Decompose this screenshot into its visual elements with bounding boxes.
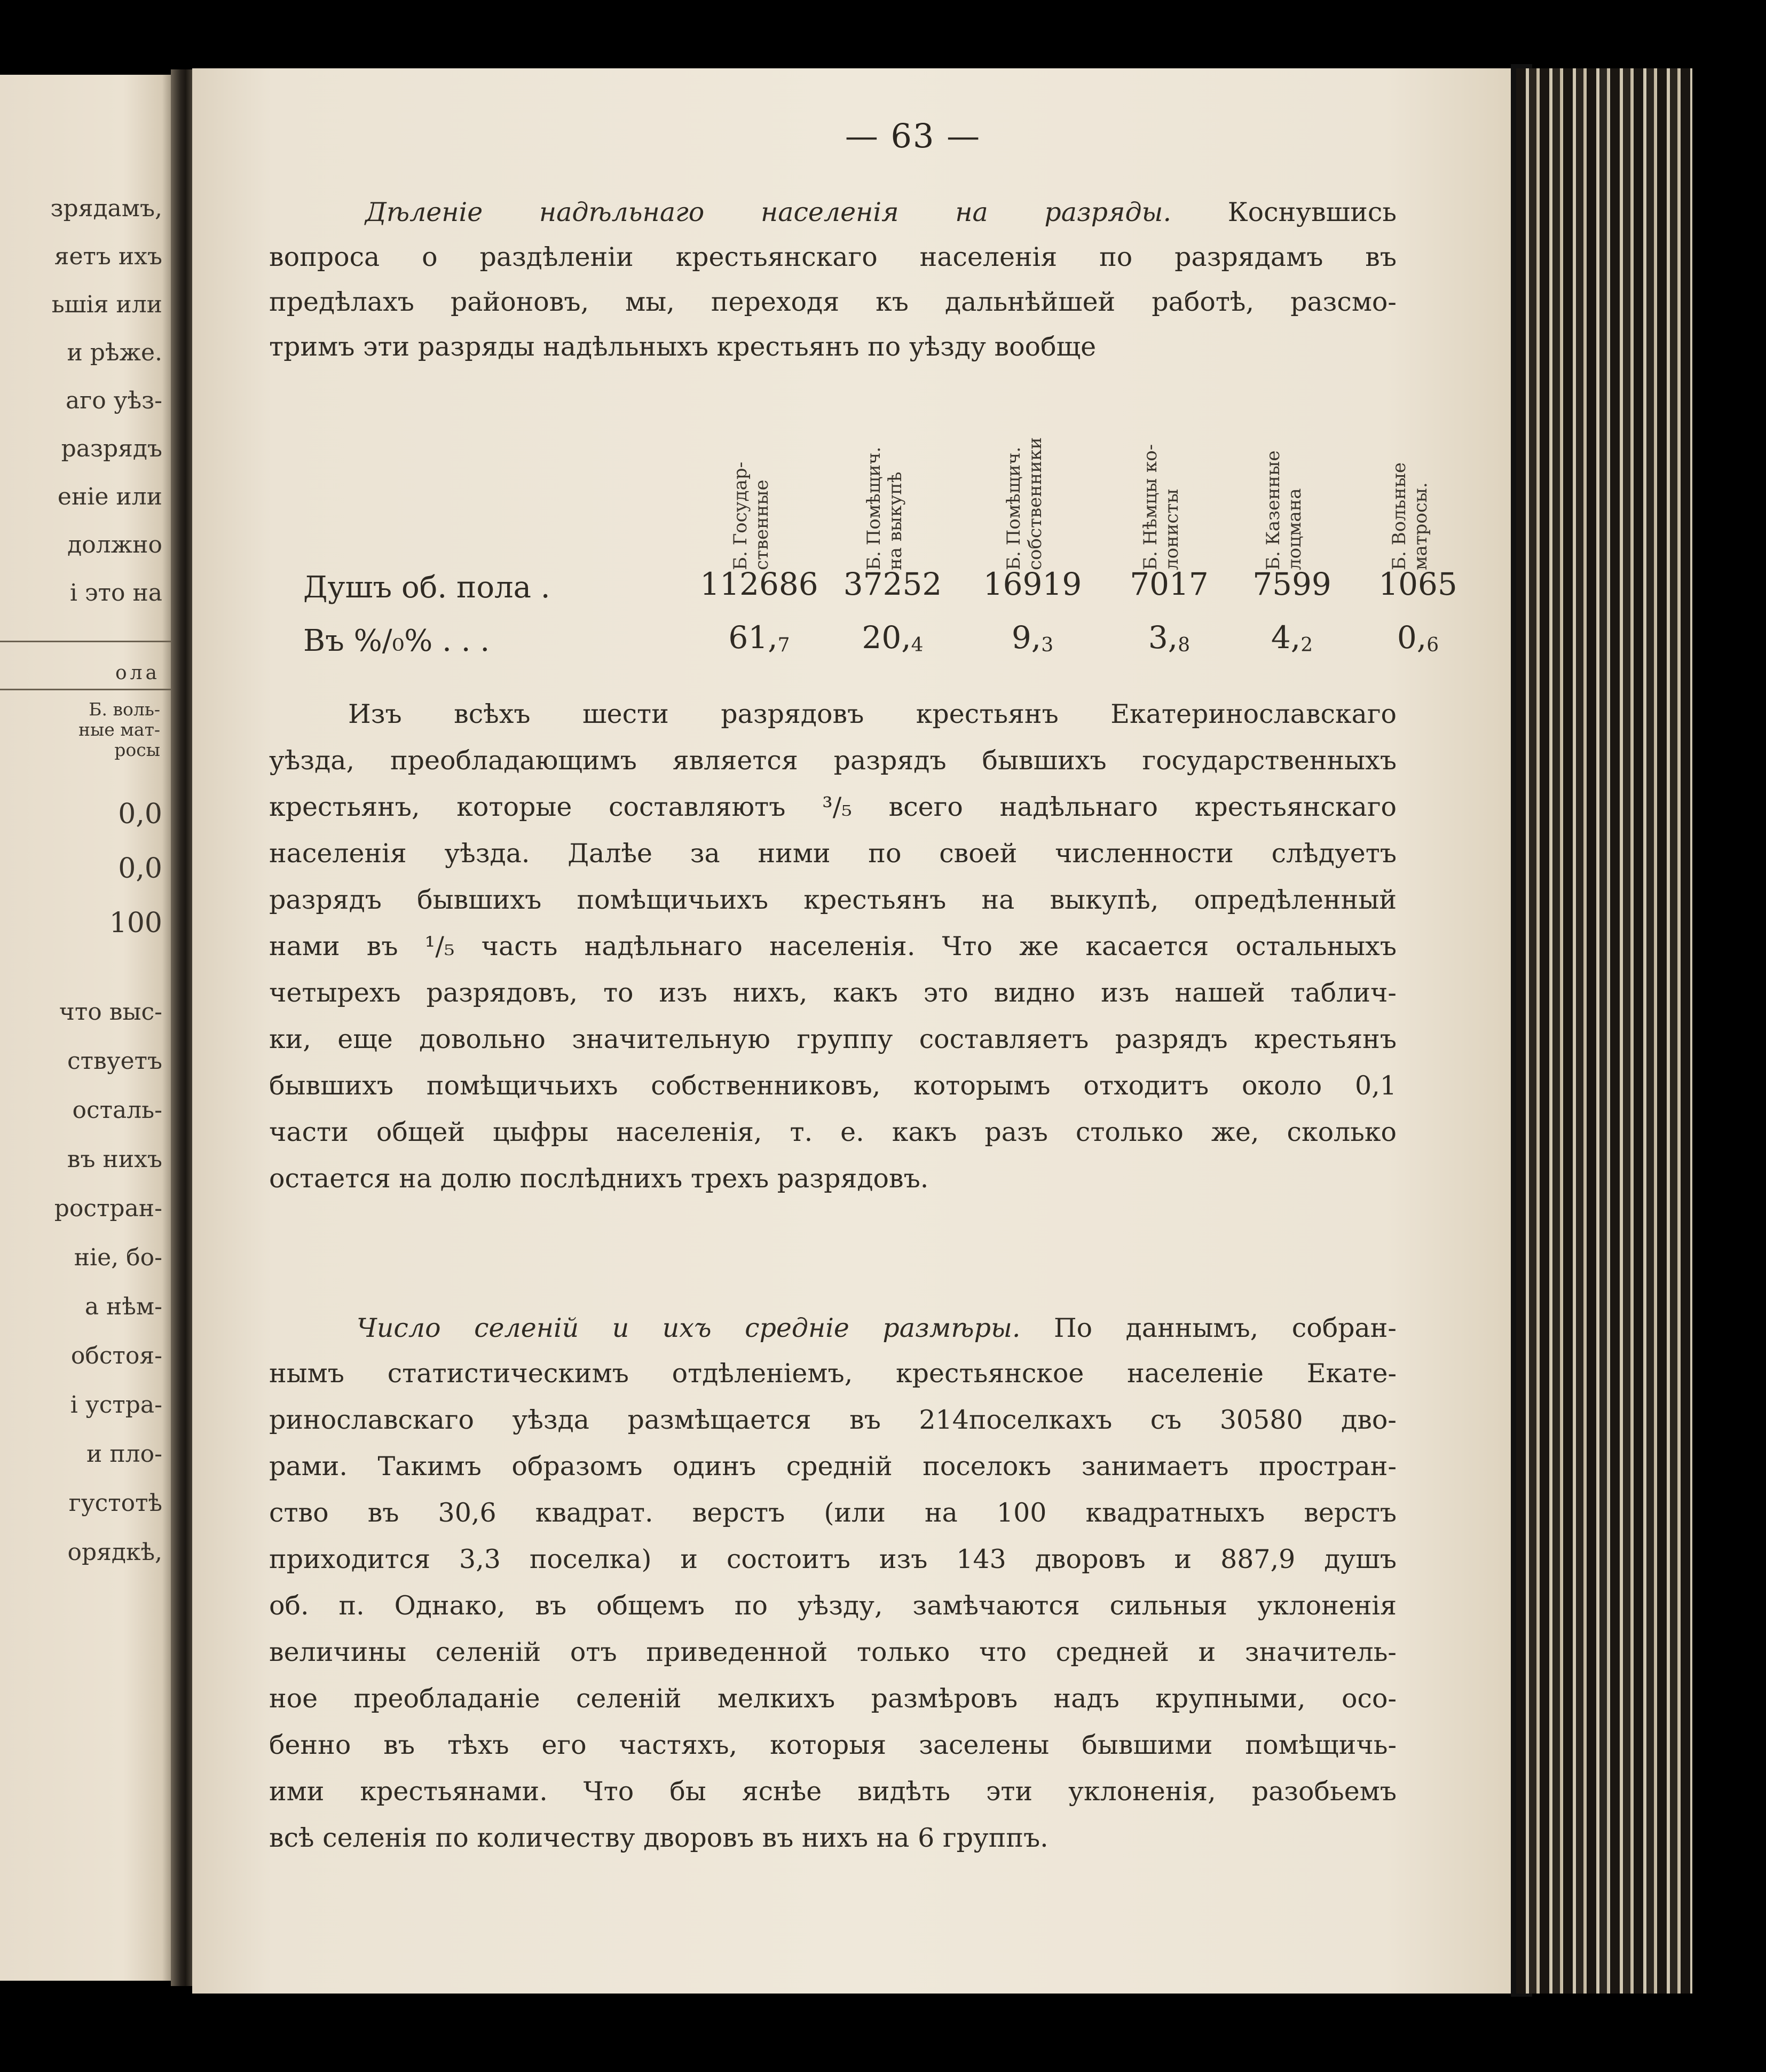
text-line: части общей цыфры населенія, т. е. какъ разъ столько же, сколько [269,1117,1397,1147]
page-stack-edges [1516,68,1692,1994]
previous-page-line: разрядъ [61,435,162,462]
value-decimal: 6 [1426,634,1439,656]
previous-page-line: ьшія или [51,291,162,318]
column-header-line: собственники [1024,437,1046,570]
text-line: ство въ 30,6 квадрат. верстъ (или на 100 квадратныхъ верстъ [269,1498,1397,1528]
column-header [730,421,789,570]
text-line: величины селеній отъ приведенной только что средней и значитель- [269,1637,1397,1667]
previous-page-line: а нѣм- [84,1293,162,1320]
previous-page-line: должно [67,531,162,558]
previous-page-line: ствуетъ [67,1047,162,1075]
previous-page-line: въ нихъ [67,1146,162,1173]
table-rule [0,641,171,642]
text-line: бывшихъ помѣщичьихъ собственниковъ, которымъ отходитъ около 0,1 [269,1070,1397,1101]
column-header-line: Б. Нѣмцы ко- [1140,444,1161,570]
column-header-text [1003,421,1062,570]
table-cell [1228,619,1356,656]
column-header-line: Б. Вольные [1389,462,1410,570]
previous-page-line: и пло- [86,1440,162,1468]
text-line: населенія уѣзда. Далѣе за ними по своей численности слѣдуетъ [269,838,1397,869]
table-rule [0,689,171,690]
table-cell: 16919 [983,566,1082,602]
page-number: — 63 — [845,116,981,155]
value-integer: 0, [1397,619,1427,656]
text-line: бенно въ тѣхъ его частяхъ, которыя заселены бывшими помѣщичь- [269,1730,1397,1760]
table-value: 100 [109,907,162,939]
column-header-line: Б. Помѣщич. [863,446,885,570]
heading-continuation: Коснувшись [1227,197,1397,227]
table-value: 0,0 [118,853,162,885]
column-head-line: Б. воль- [89,699,160,720]
value-decimal: 8 [1178,634,1191,656]
page [192,68,1518,1994]
section-heading: Число селеній и ихъ средніе размѣры. [357,1313,1021,1343]
table-cell: 7599 [1252,566,1331,602]
previous-page-line: и рѣже. [67,339,162,366]
value-decimal: 7 [777,634,790,656]
column-header-line: Б. Государ- [730,461,751,570]
text-line: предѣлахъ районовъ, мы, переходя къ дальнѣйшей работѣ, разсмо- [269,287,1397,317]
previous-page-line: аго уѣз- [65,387,162,414]
previous-page-line: орядкѣ, [67,1539,162,1566]
column-header-line: Б. Казенные [1263,450,1284,570]
column-header-text [730,421,789,570]
previous-page [0,75,176,1981]
column-header-line: лонисты [1161,489,1182,570]
previous-page-line: і это на [69,579,162,606]
value-decimal: 3 [1041,634,1054,656]
text-line: нами въ ¹/₅ часть надѣльнаго населенія. Что же касается остальныхъ [269,931,1397,962]
table-cell [968,619,1097,656]
previous-page-line: яетъ ихъ [54,243,162,270]
table-cell [1105,619,1233,656]
text-line: четырехъ разрядовъ, то изъ нихъ, какъ это видно изъ нашей таблич- [269,978,1397,1008]
table-cell [1354,619,1482,656]
previous-page-line: еніе или [57,483,162,510]
text-line: ное преобладаніе селеній мелкихъ размѣровъ надъ крупными, осо- [269,1683,1397,1714]
heading-continuation: По даннымъ, собран- [1053,1313,1397,1343]
table-value: 0,0 [118,798,162,830]
table-cell: 112686 [700,566,818,602]
value-integer: 4, [1271,619,1301,656]
column-header-line: матросы. [1410,482,1431,570]
column-header-line: лоцмана [1284,488,1305,570]
text-line: ринославскаго уѣзда размѣщается въ 214поселкахъ съ 30580 дво- [269,1405,1397,1435]
row-label: Душъ об. пола . [303,570,550,605]
table-cell [829,619,957,656]
previous-page-line: і устра- [70,1391,162,1419]
previous-page-line: что выс- [59,998,162,1026]
previous-page-line: ростран- [54,1195,162,1222]
column-header-line: ственные [751,479,772,570]
table-label: ола [115,662,160,684]
text-line: всѣ селенія по количеству дворовъ въ нихъ на 6 группъ. [269,1823,1048,1853]
column-header [1263,421,1321,570]
column-header-text [1389,421,1447,570]
text-line: крестьянъ, которые составляютъ ³/₅ всего надѣльнаго крестьянскаго [269,792,1397,822]
text-line: приходится 3,3 поселка) и состоитъ изъ 143 дворовъ и 887,9 душъ [269,1544,1397,1574]
column-header [1389,421,1447,570]
column-header-text [1263,421,1321,570]
text-line: ими крестьянами. Что бы яснѣе видѣть эти уклоненія, разобьемъ [269,1776,1397,1807]
value-integer: 61, [728,619,778,656]
table-cell: 37252 [843,566,942,602]
text-line: об. п. Однако, въ общемъ по уѣзду, замѣчаются сильныя уклоненія [269,1590,1397,1621]
text-line: Изъ всѣхъ шести разрядовъ крестьянъ Екатеринославскаго [348,699,1397,729]
value-decimal: 2 [1300,634,1313,656]
column-header [1140,421,1199,570]
text-line: вопроса о раздѣленіи крестьянскаго населенія по разрядамъ въ [269,242,1397,272]
section-heading-line [357,1312,1397,1344]
section-heading-line [365,196,1397,229]
table-cell: 7017 [1130,566,1209,602]
text-line: рами. Такимъ образомъ одинъ средній поселокъ занимаетъ простран- [269,1451,1397,1482]
text-line: уѣзда, преобладающимъ является разрядъ бывшихъ государственныхъ [269,745,1397,776]
value-integer: 20, [862,619,911,656]
previous-page-line: зрядамъ, [50,195,162,222]
previous-page-line: густотѣ [68,1490,162,1517]
column-head-line: ные мат- [78,719,160,740]
text-line: нымъ статистическимъ отдѣленіемъ, крестьянское населеніе Екате- [269,1358,1397,1389]
table-cell: 1065 [1378,566,1457,602]
previous-page-line: осталь- [72,1097,162,1124]
column-header-text [863,421,922,570]
column-header [863,421,922,570]
text-line: тримъ эти разряды надѣльныхъ крестьянъ по уѣзду вообще [269,332,1097,362]
value-integer: 9, [1011,619,1042,656]
column-header-line: на выкупѣ [885,471,906,570]
previous-page-line: обстоя- [70,1342,162,1369]
column-header-text [1140,421,1199,570]
row-label: Въ %/₀% . . . [303,624,490,658]
column-header [1003,421,1062,570]
value-decimal: 4 [911,634,924,656]
text-line: ки, еще довольно значительную группу составляетъ разрядъ крестьянъ [269,1024,1397,1054]
text-line: остается на долю послѣднихъ трехъ разрядовъ. [269,1163,929,1194]
column-head-line: росы [114,739,160,760]
text-line: разрядъ бывшихъ помѣщичьихъ крестьянъ на выкупѣ, опредѣленный [269,885,1397,915]
column-header-line: Б. Помѣщич. [1003,446,1024,570]
previous-page-line: ніе, бо- [74,1244,162,1271]
table-cell [695,619,823,656]
value-integer: 3, [1148,619,1178,656]
section-heading: Дѣленіе надѣльнаго населенія на разряды. [365,197,1172,227]
